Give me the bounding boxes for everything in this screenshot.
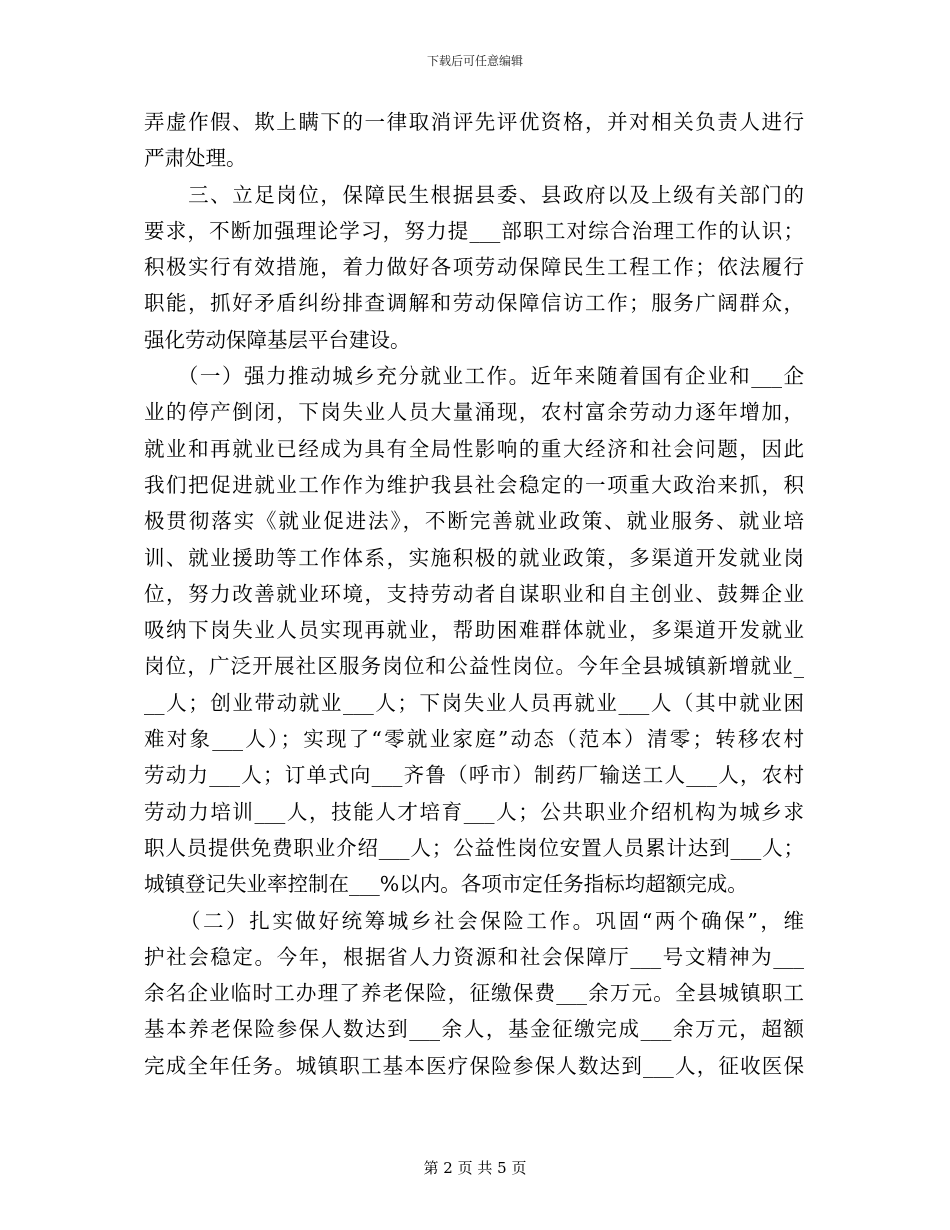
- text-line: 强化劳动保障基层平台建设。: [144, 327, 411, 352]
- text-line: 弄虚作假、欺上瞒下的一律取消评先评优资格，并对相关负责人进行: [144, 110, 804, 134]
- text-line: 我们把促进就业工作作为维护我县社会稳定的一项重大政治来抓，积: [144, 472, 804, 497]
- page-header-note: 下载后可任意编辑: [426, 54, 523, 68]
- text-line: 护社会稳定。今年，根据省人力资源和社会保障厅___号文精神为___: [144, 944, 804, 969]
- text-line: 完成全年任务。城镇职工基本医疗保险参保人数达到___人，征收医保: [144, 1053, 804, 1078]
- text-line: 要求，不断加强理论学习，努力提___部职工对综合治理工作的认识；: [144, 218, 804, 243]
- text-line: 就业和再就业已经成为具有全局性影响的重大经济和社会问题，因此: [144, 436, 804, 461]
- page-number-footer: 第 2 页 共 5 页: [423, 1159, 527, 1177]
- text-line: 岗位，广泛开展社区服务岗位和公益性岗位。今年全县城镇新增就业_: [144, 654, 804, 679]
- text-line: 三、立足岗位，保障民生根据县委、县政府以及上级有关部门的: [144, 182, 804, 207]
- text-line: 职人员提供免费职业介绍___人；公益性岗位安置人员累计达到___人；: [144, 835, 804, 860]
- document-body: [144, 104, 804, 1084]
- text-line: 基本养老保险参保人数达到___余人，基金征缴完成___余万元，超额: [144, 1017, 804, 1042]
- text-line: （二）扎实做好统筹城乡社会保险工作。巩固“两个确保”，维: [144, 908, 804, 933]
- text-line: 难对象___人）；实现了“零就业家庭”动态（范本）清零；转移农村: [144, 727, 804, 752]
- text-line: 位，努力改善就业环境，支持劳动者自谋职业和自主创业、鼓舞企业: [144, 581, 804, 606]
- text-line: 吸纳下岗失业人员实现再就业，帮助困难群体就业，多渠道开发就业: [144, 618, 804, 643]
- text-line: 劳动力培训___人，技能人才培育___人；公共职业介绍机构为城乡求: [144, 799, 804, 824]
- text-line: __人；创业带动就业___人；下岗失业人员再就业___人（其中就业困: [144, 690, 804, 715]
- text-line: 城镇登记失业率控制在___%以内。各项市定任务指标均超额完成。: [144, 872, 748, 897]
- text-line: 劳动力___人；订单式向___齐鲁（呼市）制药厂输送工人___人，农村: [144, 763, 804, 788]
- text-line: 积极实行有效措施，着力做好各项劳动保障民生工程工作；依法履行: [144, 255, 804, 280]
- text-line: 职能，抓好矛盾纠纷排查调解和劳动保障信访工作；服务广阔群众，: [144, 291, 804, 316]
- text-line: 余名企业临时工办理了养老保险，征缴保费___余万元。全县城镇职工: [144, 981, 804, 1006]
- text-line: 严肃处理。: [144, 146, 247, 171]
- text-line: 训、就业援助等工作体系，实施积极的就业政策，多渠道开发就业岗: [144, 545, 804, 570]
- text-line: 业的停产倒闭，下岗失业人员大量涌现，农村富余劳动力逐年增加，: [144, 400, 804, 425]
- text-line: （一）强力推动城乡充分就业工作。近年来随着国有企业和___企: [144, 364, 804, 389]
- text-line: 极贯彻落实《就业促进法》，不断完善就业政策、就业服务、就业培: [144, 509, 804, 534]
